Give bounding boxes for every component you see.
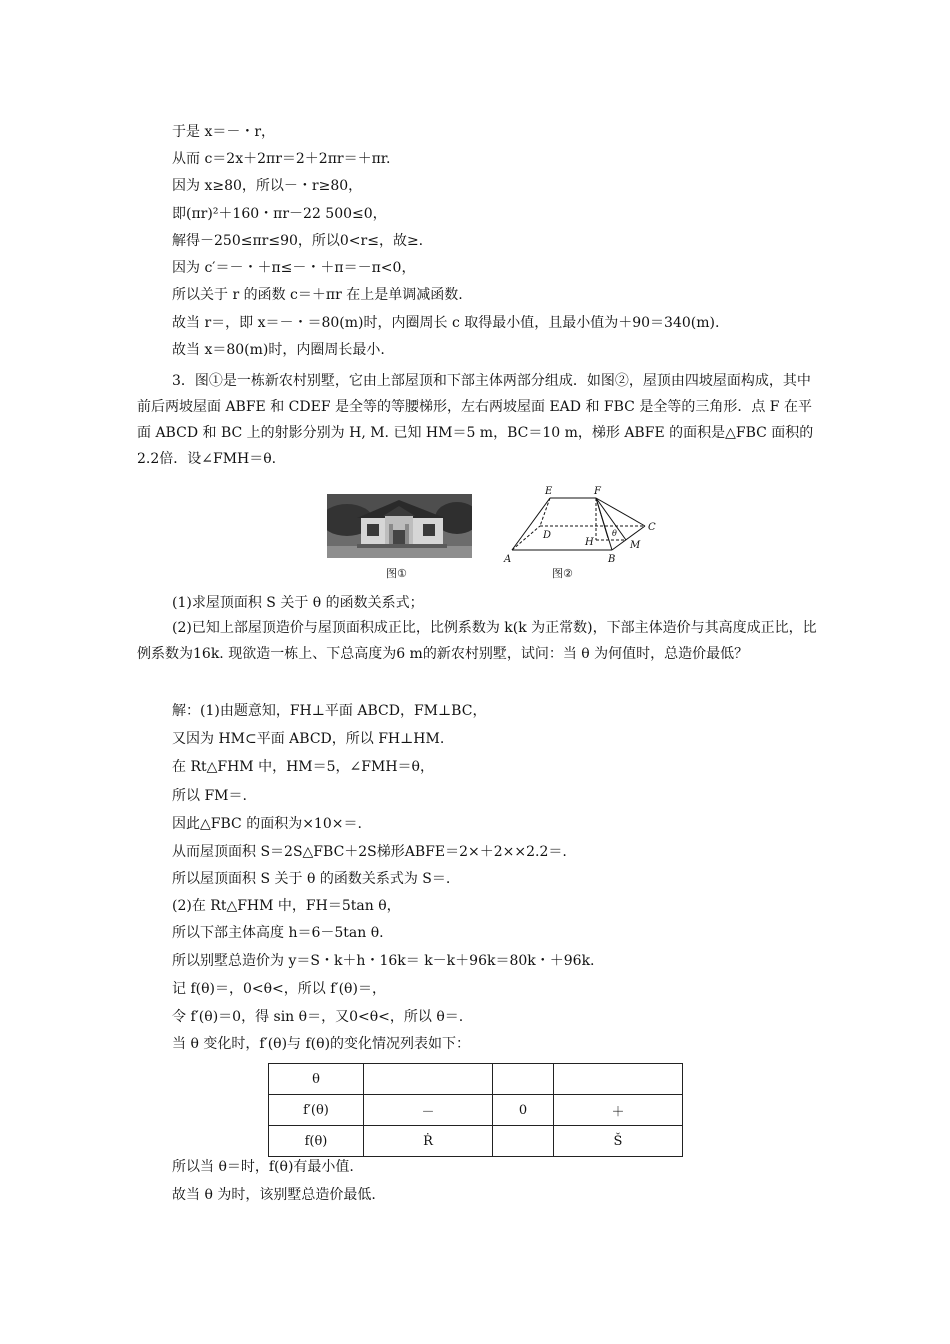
text-line: 故当 r＝，即 x＝－・＝80(m)时，内圈周长 c 取得最小值，且最小值为＋90＝340(m). <box>172 315 720 331</box>
table-cell: Ṙ <box>364 1126 493 1157</box>
edge-AE <box>512 498 550 550</box>
roof-diagram-svg <box>500 482 665 572</box>
solution-line: 当 θ 变化时，f′(θ)与 f(θ)的变化情况列表如下： <box>172 1036 471 1052</box>
solution-line: 所以屋顶面积 S 关于 θ 的函数关系式为 S＝. <box>172 871 451 887</box>
solution-line: 所以下部主体高度 h＝6－5tan θ. <box>172 925 384 941</box>
question-2: (2)已知上部屋顶造价与屋顶面积成正比，比例系数为 k(k 为正常数)，下部主体造价与其高度成正比，比例系数为16k. 现欲造一栋上、下总高度为6 m的新农村别墅，试问：当 θ 为何值时，总造价最低？ <box>137 620 817 662</box>
table-row <box>269 1095 683 1126</box>
figure-2-caption: 图② <box>552 567 573 580</box>
text-line: 即(πr)²＋160・πr－22 500≤0， <box>172 206 387 222</box>
text-line: 因为 x≥80，所以－・r≥80， <box>172 178 363 194</box>
solution-line: 所以别墅总造价为 y＝S・k＋h・16k＝ k－k＋96k＝80k・＋96k. <box>172 953 595 969</box>
conclusion-line: 所以当 θ＝时，f(θ)有最小值. <box>172 1159 354 1175</box>
conclusion-line: 故当 θ 为时，该别墅总造价最低. <box>172 1187 376 1203</box>
label-H: H <box>585 537 594 548</box>
table-cell: Š <box>554 1126 683 1157</box>
figure-1-caption: 图① <box>386 567 407 580</box>
problem-statement <box>137 368 817 472</box>
table-cell: θ <box>269 1064 364 1095</box>
house-image <box>327 494 472 558</box>
solution-line: 记 f(θ)＝，0<θ<，所以 f′(θ)＝， <box>172 981 386 997</box>
solution-line: 令 f′(θ)＝0，得 sin θ＝，又0<θ<，所以 θ＝. <box>172 1009 464 1025</box>
house-photo <box>327 494 472 558</box>
edge-ED <box>540 498 550 526</box>
text-line: 故当 x＝80(m)时，内圈周长最小. <box>172 342 385 358</box>
solution-line: 因此△FBC 的面积为×10×＝. <box>172 816 362 832</box>
table-cell <box>554 1064 683 1095</box>
question-1: (1)求屋顶面积 S 关于 θ 的函数关系式； <box>172 595 424 611</box>
question-2-block <box>137 615 817 667</box>
solution-line: (2)在 Rt△FHM 中，FH＝5tan θ， <box>172 898 401 914</box>
table-cell: f(θ) <box>269 1126 364 1157</box>
solution-line: 解：(1)由题意知，FH⊥平面 ABCD，FM⊥BC， <box>172 703 487 719</box>
solution-line: 在 Rt△FHM 中，HM＝5，∠FMH＝θ， <box>172 759 434 775</box>
problem-paragraph: 3．图①是一栋新农村别墅，它由上部屋顶和下部主体两部分组成．如图②，屋顶由四坡屋面构成，其中前后两坡屋面 ABFE 和 CDEF 是全等的等腰梯形，左右两坡屋面 EAD 和 FBC 是全等的三角形．点 F 在平面 ABCD 和 BC 上的射影分别为 H, M. 已知 HM＝5 m，BC＝10 m，梯形 ABFE 的面积是△FBC 面积的2.2倍．设∠FMH＝θ. <box>137 373 814 467</box>
label-E: E <box>545 486 553 497</box>
table-row <box>269 1064 683 1095</box>
solution-line: 从而屋顶面积 S＝2S△FBC＋2S梯形ABFE＝2×＋2××2.2＝. <box>172 844 567 860</box>
table-cell: 0 <box>493 1095 554 1126</box>
edge-AD <box>512 526 540 550</box>
table-cell: f′(θ) <box>269 1095 364 1126</box>
table-cell: － <box>364 1095 493 1126</box>
text-line: 所以关于 r 的函数 c＝＋πr 在上是单调减函数. <box>172 287 463 303</box>
label-D: D <box>543 530 552 541</box>
text-line: 解得－250≤πr≤90，所以0<r≤，故≥. <box>172 233 424 249</box>
label-C: C <box>648 522 656 533</box>
label-M: M <box>630 540 641 551</box>
label-B: B <box>608 554 616 565</box>
variation-table <box>268 1063 683 1157</box>
table-cell <box>493 1064 554 1095</box>
solution-line: 又因为 HM⊂平面 ABCD，所以 FH⊥HM. <box>172 731 445 747</box>
table-cell <box>364 1064 493 1095</box>
table-cell <box>493 1126 554 1157</box>
roof-diagram <box>500 482 665 572</box>
text-line: 于是 x＝－・r， <box>172 124 276 140</box>
label-theta: θ <box>612 529 617 538</box>
table-row <box>269 1126 683 1157</box>
solution-line: 所以 FM＝. <box>172 788 247 804</box>
text-line: 从而 c＝2x＋2πr＝2＋2πr＝＋πr. <box>172 151 391 167</box>
label-A: A <box>504 554 512 565</box>
label-F: F <box>594 486 601 497</box>
edge-FM <box>596 498 626 540</box>
table-cell: ＋ <box>554 1095 683 1126</box>
text-line: 因为 c′＝－・＋π≤－・＋π＝－π<0， <box>172 260 416 276</box>
